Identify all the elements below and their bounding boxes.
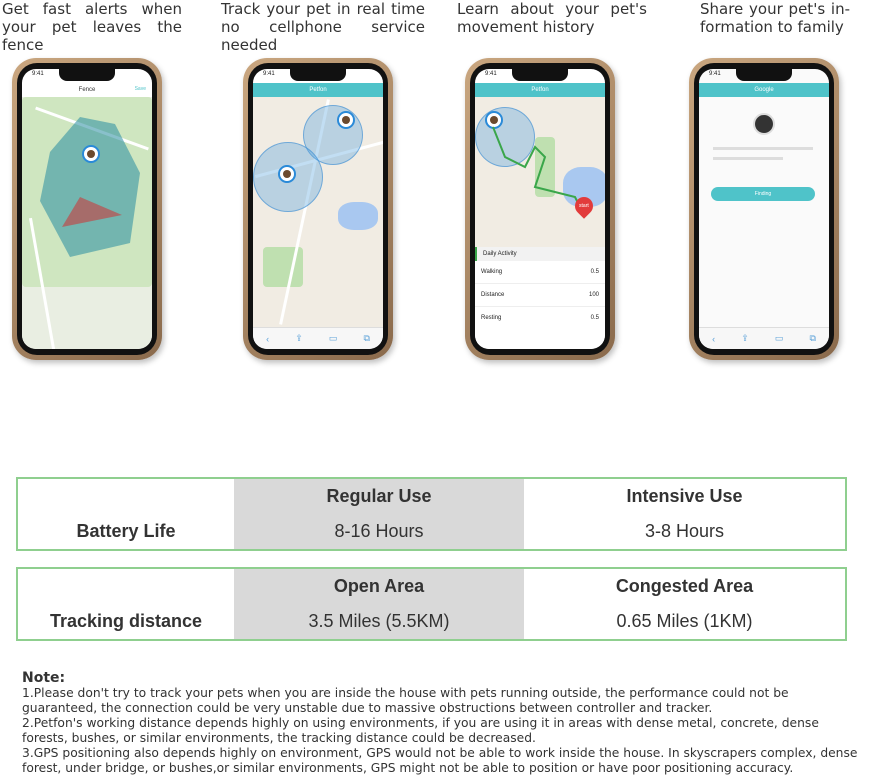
table-row [18,604,845,639]
note-section [22,671,862,776]
regular-value: 8-16 Hours [234,514,524,549]
status-time: 9:41 [485,71,497,77]
battery-table [16,477,847,551]
book-icon[interactable]: ▭ [774,333,784,343]
shared-pet-avatar [753,113,775,135]
feature-history [457,0,647,36]
browser-bar [253,327,383,349]
distance-table [16,567,847,641]
note-item: 1.Please don't try to track your pets when you are inside the house with pets running outside, the performance could not be guaranteed, the connection could be very unstable due to massive obstructions between controller and tracker. [22,686,789,715]
browser-bar [699,327,829,349]
row-label: Battery Life [76,521,176,541]
activity-row: Resting 0.5 [481,315,599,321]
pet-avatar[interactable] [82,145,100,163]
feature-share [700,0,850,36]
back-icon[interactable]: ‹ [266,333,270,344]
daily-activity-title: Daily Activity [475,247,605,261]
activity-row: Walking 0.5 [475,261,605,284]
feature-caption: Get fast alerts when your pet leaves the fence [2,0,182,54]
screen-title: Google [699,83,829,97]
congested-area-value: 0.65 Miles (1KM) [616,611,753,631]
back-icon[interactable]: ‹ [712,333,716,344]
row-label: Tracking distance [49,611,203,631]
phone-share [689,58,839,360]
tabs-icon[interactable]: ⧉ [809,333,816,343]
table-header-row [18,479,845,514]
phone-screen [475,69,605,349]
header-intensive-use: Intensive Use [626,486,743,506]
activity-row: Distance 100 [475,284,605,307]
phone-screen [699,69,829,349]
status-time: 9:41 [32,71,44,77]
status-time: 9:41 [263,71,275,77]
phone-history [465,58,615,360]
book-icon[interactable]: ▭ [328,333,338,343]
phone-realtime [243,58,393,360]
share-icon[interactable]: ⇪ [295,333,303,343]
note-title: Note: [22,670,66,686]
pet-avatar[interactable] [337,111,355,129]
note-item: 2.Petfon's working distance depends highly on using environments, if you are using it in areas with dense metal, concrete, dense forests, bushes, or similar environments, the tracking distance could be decreased. [22,716,819,745]
feature-realtime [221,0,425,54]
phone-fence [12,58,162,360]
header-regular-use: Regular Use [234,479,524,514]
open-area-value: 3.5 Miles (5.5KM) [234,604,524,639]
start-marker: start [571,193,596,218]
table-header-row [18,569,845,604]
tabs-icon[interactable]: ⧉ [363,333,370,343]
save-button[interactable]: Save [134,86,146,92]
feature-caption: Share your pet's in-formation to family [700,0,850,36]
pet-avatar[interactable] [278,165,296,183]
status-time: 9:41 [709,71,721,77]
phone-screen [22,69,152,349]
feature-fence [2,0,182,54]
note-item: 3.GPS positioning also depends highly on environment, GPS would not be able to work inside the house. In skyscrapers complex, dense forest, under bridge, or bushes,or similar environments, GPS might not be able to position or have poor positioning accuracy. [22,746,858,775]
route-line [475,97,605,247]
feature-caption: Learn about your pet's movement history [457,0,647,36]
phone-screen [253,69,383,349]
screen-title: Fence [22,83,152,97]
share-icon[interactable]: ⇪ [741,333,749,343]
table-row [18,514,845,549]
header-open-area: Open Area [234,569,524,604]
header-congested-area: Congested Area [615,576,754,596]
intensive-value: 3-8 Hours [644,521,725,541]
finding-button[interactable]: Finding [711,187,815,201]
feature-caption: Track your pet in real time no cellphone service needed [221,0,425,54]
screen-title: Petfon [475,83,605,97]
screen-title: Petfon [253,83,383,97]
